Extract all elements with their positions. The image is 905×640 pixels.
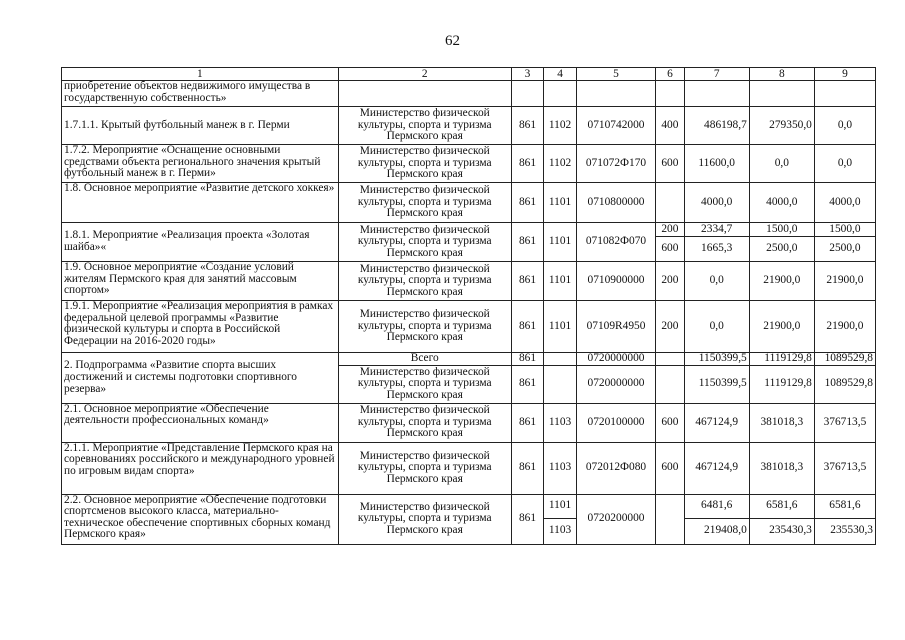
table-row [62,107,876,145]
amount-cell: 1150399,5 [684,353,749,366]
amount-cell: 11600,0 [684,145,749,183]
grbs-cell: 861 [511,107,544,145]
cell-empty [656,353,684,366]
col-header: 2 [338,68,511,81]
col-header: 9 [814,68,875,81]
cell-empty [544,353,577,366]
table-row [62,223,876,237]
grbs-cell: 861 [511,365,544,403]
csr-cell: 0720000000 [576,365,655,403]
cell-empty [656,494,684,544]
grbs-cell: 861 [511,145,544,183]
amount-cell: 6581,6 [814,494,875,518]
csr-cell: 071082Ф070 [576,223,655,262]
amount-cell: 4000,0 [814,183,875,223]
table-row [62,183,876,223]
amount-cell: 2334,7 [684,223,749,237]
amount-cell: 1150399,5 [684,365,749,403]
amount-cell: 1119129,8 [749,365,814,403]
amount-cell: 467124,9 [684,442,749,494]
csr-cell: 072012Ф080 [576,442,655,494]
ministry-cell: Министерство физической культуры, спорта и туризма Пермского края [338,365,511,403]
grbs-cell: 861 [511,183,544,223]
csr-cell: 0720000000 [576,353,655,366]
total-label: Всего [338,353,511,366]
amount-cell: 486198,7 [684,107,749,145]
cell-empty [684,81,749,107]
amount-cell: 1665,3 [684,237,749,262]
vr-cell: 600 [656,145,684,183]
table-row [62,145,876,183]
amount-cell: 1089529,8 [814,353,875,366]
col-header: 3 [511,68,544,81]
table-row [62,262,876,301]
row-name: 2.2. Основное мероприятие «Обеспечение подготовки спортсменов высокого класса, материально-техническое обеспечение спортивных сборных команд Пермского края» [62,494,339,544]
col-header: 8 [749,68,814,81]
csr-cell: 0720100000 [576,403,655,442]
cell-empty [814,81,875,107]
amount-cell: 235430,3 [749,518,814,544]
amount-cell: 219408,0 [684,518,749,544]
rzpr-cell: 1102 [544,107,577,145]
table-row [62,494,876,518]
vr-cell: 200 [656,301,684,353]
rzpr-cell: 1103 [544,518,577,544]
grbs-cell: 861 [511,353,544,366]
vr-cell [656,183,684,223]
page-number: 62 [445,33,460,49]
amount-cell: 21900,0 [814,262,875,301]
grbs-cell: 861 [511,223,544,262]
amount-cell: 1500,0 [814,223,875,237]
amount-cell: 376713,5 [814,403,875,442]
row-name: 1.7.1.1. Крытый футбольный манеж в г. Перми [62,107,339,145]
ministry-cell: Министерство физической культуры, спорта и туризма Пермского края [338,403,511,442]
col-header: 6 [656,68,684,81]
cell-empty [576,81,655,107]
row-name: 2.1.1. Мероприятие «Представление Пермского края на соревнованиях российского и международного уровней по игровым видам спорта» [62,442,339,494]
amount-cell: 2500,0 [814,237,875,262]
amount-cell: 0,0 [684,301,749,353]
ministry-cell: Министерство физической культуры, спорта и туризма Пермского края [338,145,511,183]
rzpr-cell: 1101 [544,301,577,353]
cell-empty [544,81,577,107]
ministry-cell: Министерство физической культуры, спорта и туризма Пермского края [338,494,511,544]
grbs-cell: 861 [511,301,544,353]
col-header: 5 [576,68,655,81]
col-header: 1 [62,68,339,81]
amount-cell: 467124,9 [684,403,749,442]
table-row [62,403,876,442]
rzpr-cell: 1101 [544,494,577,518]
col-header: 7 [684,68,749,81]
ministry-cell: Министерство физической культуры, спорта и туризма Пермского края [338,442,511,494]
csr-cell: 0710900000 [576,262,655,301]
vr-cell: 200 [656,223,684,237]
ministry-cell: Министерство физической культуры, спорта и туризма Пермского края [338,107,511,145]
table-row [62,353,876,366]
row-name: 2.1. Основное мероприятие «Обеспечение деятельности профессиональных команд» [62,403,339,442]
amount-cell: 2500,0 [749,237,814,262]
ministry-cell: Министерство физической культуры, спорта и туризма Пермского края [338,223,511,262]
amount-cell: 0,0 [814,107,875,145]
ministry-cell: Министерство физической культуры, спорта и туризма Пермского края [338,301,511,353]
table-row [62,301,876,353]
csr-cell: 071072Ф170 [576,145,655,183]
amount-cell: 0,0 [684,262,749,301]
amount-cell: 1500,0 [749,223,814,237]
table-row [62,81,876,107]
vr-cell: 600 [656,442,684,494]
col-header: 4 [544,68,577,81]
ministry-cell: Министерство физической культуры, спорта и туризма Пермского края [338,183,511,223]
amount-cell: 381018,3 [749,442,814,494]
row-name: 1.8. Основное мероприятие «Развитие детского хоккея» [62,183,339,223]
row-name: 1.8.1. Мероприятие «Реализация проекта «Золотая шайба»« [62,223,339,262]
cell-empty [656,365,684,403]
csr-cell: 0720200000 [576,494,655,544]
rzpr-cell: 1101 [544,262,577,301]
amount-cell: 1089529,8 [814,365,875,403]
rzpr-cell: 1102 [544,145,577,183]
csr-cell: 0710742000 [576,107,655,145]
amount-cell: 381018,3 [749,403,814,442]
csr-cell: 0710800000 [576,183,655,223]
rzpr-cell: 1103 [544,442,577,494]
row-name: 1.9. Основное мероприятие «Создание условий жителям Пермского края для занятий массовым спортом» [62,262,339,301]
amount-cell: 21900,0 [749,262,814,301]
budget-table [61,67,876,545]
grbs-cell: 861 [511,262,544,301]
cell-empty [511,81,544,107]
cell-empty [656,81,684,107]
cell-empty [338,81,511,107]
amount-cell: 4000,0 [749,183,814,223]
amount-cell: 0,0 [749,145,814,183]
amount-cell: 0,0 [814,145,875,183]
rzpr-cell: 1103 [544,403,577,442]
grbs-cell: 861 [511,442,544,494]
row-name: 2. Подпрограмма «Развитие спорта высших достижений и системы подготовки спортивного резерва» [62,353,339,404]
amount-cell: 6481,6 [684,494,749,518]
vr-cell: 200 [656,262,684,301]
vr-cell: 600 [656,237,684,262]
amount-cell: 376713,5 [814,442,875,494]
rzpr-cell: 1101 [544,183,577,223]
header-row [62,68,876,81]
cell-empty [544,365,577,403]
table-row [62,442,876,494]
amount-cell: 279350,0 [749,107,814,145]
amount-cell: 21900,0 [749,301,814,353]
grbs-cell: 861 [511,403,544,442]
vr-cell: 400 [656,107,684,145]
row-name: 1.7.2. Мероприятие «Оснащение основными средствами объекта регионального значения крытый футбольный манеж в г. Перми» [62,145,339,183]
cell-empty [749,81,814,107]
amount-cell: 4000,0 [684,183,749,223]
grbs-cell: 861 [511,494,544,544]
amount-cell: 21900,0 [814,301,875,353]
amount-cell: 6581,6 [749,494,814,518]
row-name: 1.9.1. Мероприятие «Реализация мероприятия в рамках федеральной целевой программы «Развитие физической культуры и спорта в Российской Федерации на 2016-2020 годы» [62,301,339,353]
vr-cell: 600 [656,403,684,442]
csr-cell: 07109R4950 [576,301,655,353]
ministry-cell: Министерство физической культуры, спорта и туризма Пермского края [338,262,511,301]
row-name: приобретение объектов недвижимого имущества в государственную собственность» [62,81,339,107]
rzpr-cell: 1101 [544,223,577,262]
amount-cell: 1119129,8 [749,353,814,366]
amount-cell: 235530,3 [814,518,875,544]
